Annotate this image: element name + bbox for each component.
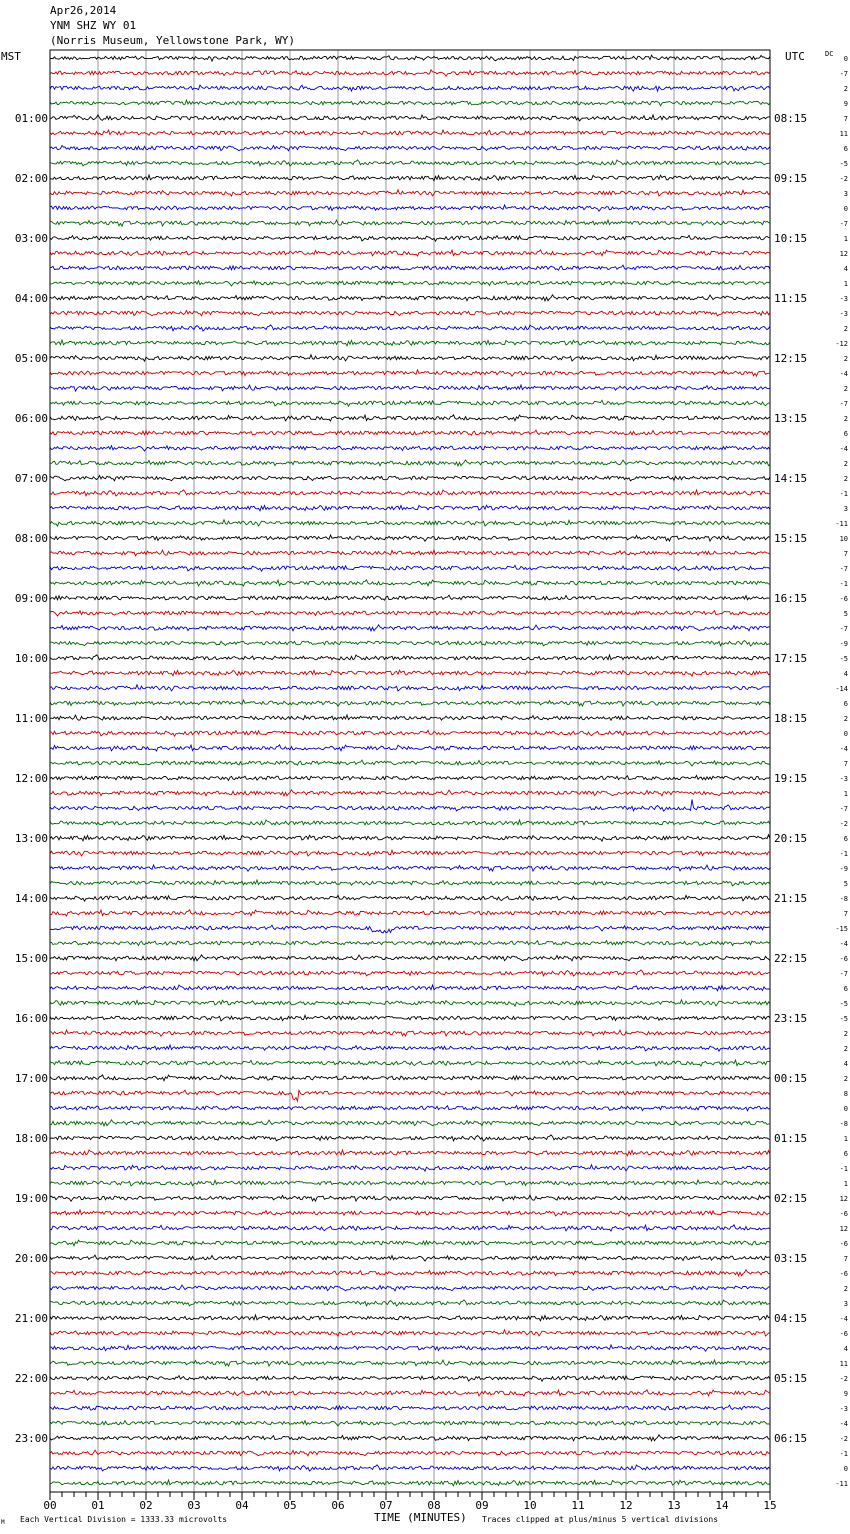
dc-offset-value: -9 bbox=[839, 865, 848, 873]
hour-label-right: 05:15 bbox=[774, 1372, 808, 1385]
corner-mark: M bbox=[1, 1519, 5, 1526]
hour-label-left: 05:00 bbox=[14, 352, 48, 365]
hour-label-left: 20:00 bbox=[14, 1252, 48, 1265]
x-tick-label: 07 bbox=[379, 1499, 393, 1512]
trace-9 bbox=[50, 190, 770, 196]
dc-offset-value: 7 bbox=[843, 115, 848, 123]
trace-20 bbox=[50, 355, 770, 361]
trace-60 bbox=[50, 955, 770, 961]
hour-label-right: 19:15 bbox=[774, 772, 808, 785]
trace-81 bbox=[50, 1270, 770, 1276]
hour-label-right: 01:15 bbox=[774, 1132, 808, 1145]
dc-offset-value: 6 bbox=[843, 145, 848, 153]
dc-label: DC bbox=[825, 50, 834, 58]
dc-offset-value: -15 bbox=[835, 925, 848, 933]
trace-44 bbox=[50, 715, 770, 720]
dc-offset-value: -2 bbox=[839, 1375, 848, 1383]
trace-15 bbox=[50, 281, 770, 286]
dc-offset-value: 1 bbox=[843, 1180, 848, 1188]
x-tick-label: 05 bbox=[283, 1499, 297, 1512]
dc-offset-value: 2 bbox=[843, 715, 848, 723]
dc-offset-value: 4 bbox=[843, 265, 848, 273]
dc-offset-value: 2 bbox=[843, 355, 848, 363]
dc-offset-value: 0 bbox=[843, 730, 848, 738]
x-tick-label: 08 bbox=[427, 1499, 441, 1512]
trace-14 bbox=[50, 265, 770, 270]
x-tick-label: 10 bbox=[523, 1499, 537, 1512]
trace-90 bbox=[50, 1405, 770, 1410]
dc-offset-value: 7 bbox=[843, 910, 848, 918]
dc-offset-value: -7 bbox=[839, 805, 848, 813]
trace-1 bbox=[50, 70, 770, 76]
trace-37 bbox=[50, 611, 770, 616]
dc-offset-value: 1 bbox=[843, 790, 848, 798]
trace-6 bbox=[50, 146, 770, 151]
hour-label-right: 20:15 bbox=[774, 832, 808, 845]
hour-label-left: 03:00 bbox=[14, 232, 48, 245]
dc-offset-value: -4 bbox=[839, 1315, 848, 1323]
trace-32 bbox=[50, 535, 770, 541]
dc-offset-value: -11 bbox=[835, 1480, 848, 1488]
dc-offset-value: -1 bbox=[839, 850, 848, 858]
trace-0 bbox=[50, 55, 770, 61]
x-tick-label: 03 bbox=[187, 1499, 201, 1512]
trace-7 bbox=[50, 160, 770, 166]
dc-offset-value: -5 bbox=[839, 1015, 848, 1023]
trace-38 bbox=[50, 625, 770, 631]
trace-19 bbox=[50, 340, 770, 346]
dc-offset-value: 10 bbox=[839, 535, 848, 543]
trace-31 bbox=[50, 520, 770, 526]
x-tick-label: 01 bbox=[91, 1499, 105, 1512]
hour-label-left: 21:00 bbox=[14, 1312, 48, 1325]
dc-offset-value: 8 bbox=[843, 1090, 848, 1098]
dc-offset-value: 7 bbox=[843, 550, 848, 558]
dc-offset-value: -12 bbox=[835, 340, 848, 348]
dc-offset-value: -8 bbox=[839, 1120, 848, 1128]
dc-offset-value: 6 bbox=[843, 835, 848, 843]
x-tick-label: 11 bbox=[571, 1499, 585, 1512]
trace-18 bbox=[50, 325, 770, 331]
hour-label-right: 10:15 bbox=[774, 232, 808, 245]
dc-offset-value: -1 bbox=[839, 490, 848, 498]
dc-offset-value: 6 bbox=[843, 430, 848, 438]
hour-label-right: 08:15 bbox=[774, 112, 808, 125]
trace-16 bbox=[50, 295, 770, 301]
dc-offset-value: 6 bbox=[843, 1150, 848, 1158]
trace-75 bbox=[50, 1180, 770, 1186]
x-tick-label: 12 bbox=[619, 1499, 633, 1512]
station-channel: YNM SHZ WY 01 bbox=[50, 19, 137, 32]
trace-56 bbox=[50, 895, 770, 901]
trace-30 bbox=[50, 505, 770, 511]
trace-41 bbox=[50, 670, 770, 676]
dc-offset-value: 7 bbox=[843, 1255, 848, 1263]
trace-86 bbox=[50, 1345, 770, 1351]
trace-84 bbox=[50, 1315, 770, 1321]
hour-label-left: 07:00 bbox=[14, 472, 48, 485]
dc-offset-value: -6 bbox=[839, 1210, 848, 1218]
dc-offset-value: -1 bbox=[839, 1165, 848, 1173]
hour-label-left: 06:00 bbox=[14, 412, 48, 425]
dc-offset-value: -5 bbox=[839, 160, 848, 168]
hour-label-left: 17:00 bbox=[14, 1072, 48, 1085]
trace-11 bbox=[50, 220, 770, 226]
dc-offset-value: 7 bbox=[843, 760, 848, 768]
dc-offset-value: 3 bbox=[843, 190, 848, 198]
hour-label-right: 09:15 bbox=[774, 172, 808, 185]
trace-50 bbox=[50, 800, 770, 812]
dc-offset-value: -9 bbox=[839, 640, 848, 648]
hour-label-right: 04:15 bbox=[774, 1312, 808, 1325]
trace-34 bbox=[50, 565, 770, 571]
hour-label-left: 08:00 bbox=[14, 532, 48, 545]
dc-offset-value: 2 bbox=[843, 325, 848, 333]
trace-43 bbox=[50, 700, 770, 706]
hour-label-right: 14:15 bbox=[774, 472, 808, 485]
trace-24 bbox=[50, 415, 770, 421]
dc-offset-value: -14 bbox=[835, 685, 848, 693]
trace-22 bbox=[50, 385, 770, 391]
trace-26 bbox=[50, 446, 770, 451]
dc-offset-value: -4 bbox=[839, 745, 848, 753]
dc-offset-value: 2 bbox=[843, 460, 848, 468]
trace-55 bbox=[50, 880, 770, 886]
hour-label-right: 21:15 bbox=[774, 892, 808, 905]
x-tick-label: 09 bbox=[475, 1499, 489, 1512]
trace-61 bbox=[50, 970, 770, 976]
hour-label-left: 18:00 bbox=[14, 1132, 48, 1145]
dc-offset-value: 0 bbox=[843, 205, 848, 213]
dc-offset-value: -5 bbox=[839, 655, 848, 663]
trace-59 bbox=[50, 941, 770, 946]
right-timezone-label: UTC bbox=[785, 50, 805, 63]
trace-12 bbox=[50, 235, 770, 241]
dc-offset-value: 11 bbox=[839, 1360, 848, 1368]
trace-8 bbox=[50, 175, 770, 181]
dc-offset-value: -4 bbox=[839, 1420, 848, 1428]
dc-offset-value: 3 bbox=[843, 1300, 848, 1308]
trace-57 bbox=[50, 910, 770, 916]
trace-25 bbox=[50, 430, 770, 435]
dc-offset-value: 2 bbox=[843, 475, 848, 483]
dc-offset-value: 6 bbox=[843, 985, 848, 993]
dc-offset-value: 2 bbox=[843, 85, 848, 93]
trace-29 bbox=[50, 490, 770, 496]
hour-label-right: 12:15 bbox=[774, 352, 808, 365]
dc-offset-value: -2 bbox=[839, 175, 848, 183]
trace-69 bbox=[50, 1090, 770, 1101]
station-date: Apr26,2014 bbox=[50, 4, 117, 17]
trace-62 bbox=[50, 985, 770, 991]
trace-92 bbox=[50, 1435, 770, 1441]
trace-78 bbox=[50, 1225, 770, 1231]
x-tick-label: 02 bbox=[139, 1499, 153, 1512]
hour-label-right: 17:15 bbox=[774, 652, 808, 665]
trace-87 bbox=[50, 1360, 770, 1366]
trace-42 bbox=[50, 685, 770, 691]
hour-label-left: 10:00 bbox=[14, 652, 48, 665]
dc-offset-value: -3 bbox=[839, 775, 848, 783]
trace-40 bbox=[50, 655, 770, 660]
dc-offset-value: -7 bbox=[839, 70, 848, 78]
trace-74 bbox=[50, 1165, 770, 1171]
trace-94 bbox=[50, 1465, 770, 1471]
dc-offset-value: 12 bbox=[839, 1225, 848, 1233]
x-tick-label: 04 bbox=[235, 1499, 249, 1512]
dc-offset-value: 1 bbox=[843, 235, 848, 243]
dc-offset-value: 6 bbox=[843, 700, 848, 708]
trace-49 bbox=[50, 790, 770, 796]
dc-offset-value: 2 bbox=[843, 1030, 848, 1038]
trace-79 bbox=[50, 1240, 770, 1246]
dc-offset-value: -2 bbox=[839, 1435, 848, 1443]
trace-70 bbox=[50, 1106, 770, 1111]
x-tick-label: 13 bbox=[667, 1499, 681, 1512]
trace-83 bbox=[50, 1300, 770, 1306]
dc-offset-value: 4 bbox=[843, 1345, 848, 1353]
hour-label-left: 12:00 bbox=[14, 772, 48, 785]
hour-label-right: 03:15 bbox=[774, 1252, 808, 1265]
trace-13 bbox=[50, 250, 770, 256]
dc-offset-value: -3 bbox=[839, 1405, 848, 1413]
trace-10 bbox=[50, 205, 770, 211]
hour-label-right: 11:15 bbox=[774, 292, 808, 305]
dc-offset-value: -7 bbox=[839, 565, 848, 573]
trace-64 bbox=[50, 1015, 770, 1021]
hour-label-left: 09:00 bbox=[14, 592, 48, 605]
hour-label-left: 15:00 bbox=[14, 952, 48, 965]
dc-offset-value: 5 bbox=[843, 610, 848, 618]
x-axis-title: TIME (MINUTES) bbox=[374, 1511, 467, 1524]
clip-note: Traces clipped at plus/minus 5 vertical divisions bbox=[482, 1515, 719, 1524]
trace-52 bbox=[50, 835, 770, 841]
hour-label-right: 00:15 bbox=[774, 1072, 808, 1085]
dc-offset-value: 5 bbox=[843, 880, 848, 888]
trace-36 bbox=[50, 595, 770, 600]
trace-4 bbox=[50, 115, 770, 121]
dc-offset-value: -6 bbox=[839, 1270, 848, 1278]
dc-offset-value: -3 bbox=[839, 310, 848, 318]
dc-offset-value: 0 bbox=[843, 1465, 848, 1473]
dc-offset-value: 1 bbox=[843, 280, 848, 288]
hour-label-right: 06:15 bbox=[774, 1432, 808, 1445]
x-tick-label: 15 bbox=[763, 1499, 777, 1512]
dc-offset-value: -11 bbox=[835, 520, 848, 528]
trace-68 bbox=[50, 1075, 770, 1081]
trace-65 bbox=[50, 1030, 770, 1036]
trace-72 bbox=[50, 1135, 770, 1141]
trace-76 bbox=[50, 1195, 770, 1201]
trace-71 bbox=[50, 1120, 770, 1126]
trace-27 bbox=[50, 460, 770, 466]
dc-offset-value: 9 bbox=[843, 100, 848, 108]
trace-47 bbox=[50, 760, 770, 766]
dc-offset-value: -4 bbox=[839, 370, 848, 378]
dc-offset-value: 2 bbox=[843, 415, 848, 423]
dc-offset-value: 1 bbox=[843, 1135, 848, 1143]
hour-label-left: 19:00 bbox=[14, 1192, 48, 1205]
hour-label-left: 11:00 bbox=[14, 712, 48, 725]
dc-offset-value: 2 bbox=[843, 385, 848, 393]
trace-91 bbox=[50, 1421, 770, 1427]
dc-offset-value: -6 bbox=[839, 595, 848, 603]
trace-95 bbox=[50, 1480, 770, 1486]
trace-39 bbox=[50, 641, 770, 646]
hour-label-right: 15:15 bbox=[774, 532, 808, 545]
hour-label-left: 16:00 bbox=[14, 1012, 48, 1025]
dc-offset-value: 3 bbox=[843, 505, 848, 513]
hour-label-right: 23:15 bbox=[774, 1012, 808, 1025]
trace-73 bbox=[50, 1150, 770, 1156]
hour-label-left: 23:00 bbox=[14, 1432, 48, 1445]
trace-53 bbox=[50, 850, 770, 856]
dc-offset-value: -6 bbox=[839, 1330, 848, 1338]
dc-offset-value: 2 bbox=[843, 1075, 848, 1083]
trace-58 bbox=[50, 925, 770, 933]
dc-offset-value: -1 bbox=[839, 580, 848, 588]
station-location: (Norris Museum, Yellowstone Park, WY) bbox=[50, 34, 296, 47]
dc-offset-value: 9 bbox=[843, 1390, 848, 1398]
dc-offset-value: -2 bbox=[839, 820, 848, 828]
trace-77 bbox=[50, 1210, 770, 1216]
dc-offset-value: -6 bbox=[839, 1240, 848, 1248]
hour-label-left: 02:00 bbox=[14, 172, 48, 185]
dc-offset-value: -8 bbox=[839, 895, 848, 903]
dc-offset-value: 2 bbox=[843, 1285, 848, 1293]
trace-48 bbox=[50, 776, 770, 781]
hour-label-right: 18:15 bbox=[774, 712, 808, 725]
hour-label-right: 22:15 bbox=[774, 952, 808, 965]
trace-66 bbox=[50, 1045, 770, 1051]
hour-label-left: 22:00 bbox=[14, 1372, 48, 1385]
dc-offset-value: 11 bbox=[839, 130, 848, 138]
trace-5 bbox=[50, 130, 770, 135]
x-tick-label: 00 bbox=[43, 1499, 57, 1512]
dc-offset-value: 2 bbox=[843, 1045, 848, 1053]
dc-offset-value: -4 bbox=[839, 445, 848, 453]
trace-54 bbox=[50, 865, 770, 871]
dc-offset-value: 4 bbox=[843, 670, 848, 678]
trace-45 bbox=[50, 730, 770, 736]
trace-88 bbox=[50, 1376, 770, 1382]
hour-label-right: 16:15 bbox=[774, 592, 808, 605]
dc-offset-value: 0 bbox=[843, 55, 848, 63]
scale-note: Each Vertical Division = 1333.33 microvolts bbox=[20, 1515, 228, 1524]
dc-offset-value: -6 bbox=[839, 955, 848, 963]
trace-51 bbox=[50, 820, 770, 825]
trace-82 bbox=[50, 1285, 770, 1291]
dc-offset-value: -7 bbox=[839, 220, 848, 228]
trace-3 bbox=[50, 100, 770, 106]
hour-label-right: 02:15 bbox=[774, 1192, 808, 1205]
trace-89 bbox=[50, 1390, 770, 1396]
dc-offset-value: -3 bbox=[839, 295, 848, 303]
trace-33 bbox=[50, 550, 770, 556]
dc-offset-value: -5 bbox=[839, 1000, 848, 1008]
dc-offset-value: 4 bbox=[843, 1060, 848, 1068]
trace-2 bbox=[50, 85, 770, 91]
dc-offset-value: 12 bbox=[839, 250, 848, 258]
trace-85 bbox=[50, 1330, 770, 1336]
trace-23 bbox=[50, 400, 770, 406]
dc-offset-value: -1 bbox=[839, 1450, 848, 1458]
dc-offset-value: 12 bbox=[839, 1195, 848, 1203]
hour-label-left: 04:00 bbox=[14, 292, 48, 305]
x-tick-label: 14 bbox=[715, 1499, 729, 1512]
trace-17 bbox=[50, 311, 770, 316]
hour-label-left: 14:00 bbox=[14, 892, 48, 905]
trace-80 bbox=[50, 1255, 770, 1261]
trace-93 bbox=[50, 1450, 770, 1456]
trace-28 bbox=[50, 476, 770, 481]
dc-offset-value: -7 bbox=[839, 625, 848, 633]
trace-67 bbox=[50, 1060, 770, 1066]
hour-label-left: 01:00 bbox=[14, 112, 48, 125]
left-timezone-label: MST bbox=[1, 50, 21, 63]
trace-21 bbox=[50, 370, 770, 376]
hour-label-left: 13:00 bbox=[14, 832, 48, 845]
trace-63 bbox=[50, 1000, 770, 1006]
dc-offset-value: -7 bbox=[839, 400, 848, 408]
x-tick-label: 06 bbox=[331, 1499, 345, 1512]
dc-offset-value: -4 bbox=[839, 940, 848, 948]
trace-35 bbox=[50, 580, 770, 586]
dc-offset-value: -7 bbox=[839, 970, 848, 978]
dc-offset-value: 0 bbox=[843, 1105, 848, 1113]
trace-46 bbox=[50, 745, 770, 751]
hour-label-right: 13:15 bbox=[774, 412, 808, 425]
